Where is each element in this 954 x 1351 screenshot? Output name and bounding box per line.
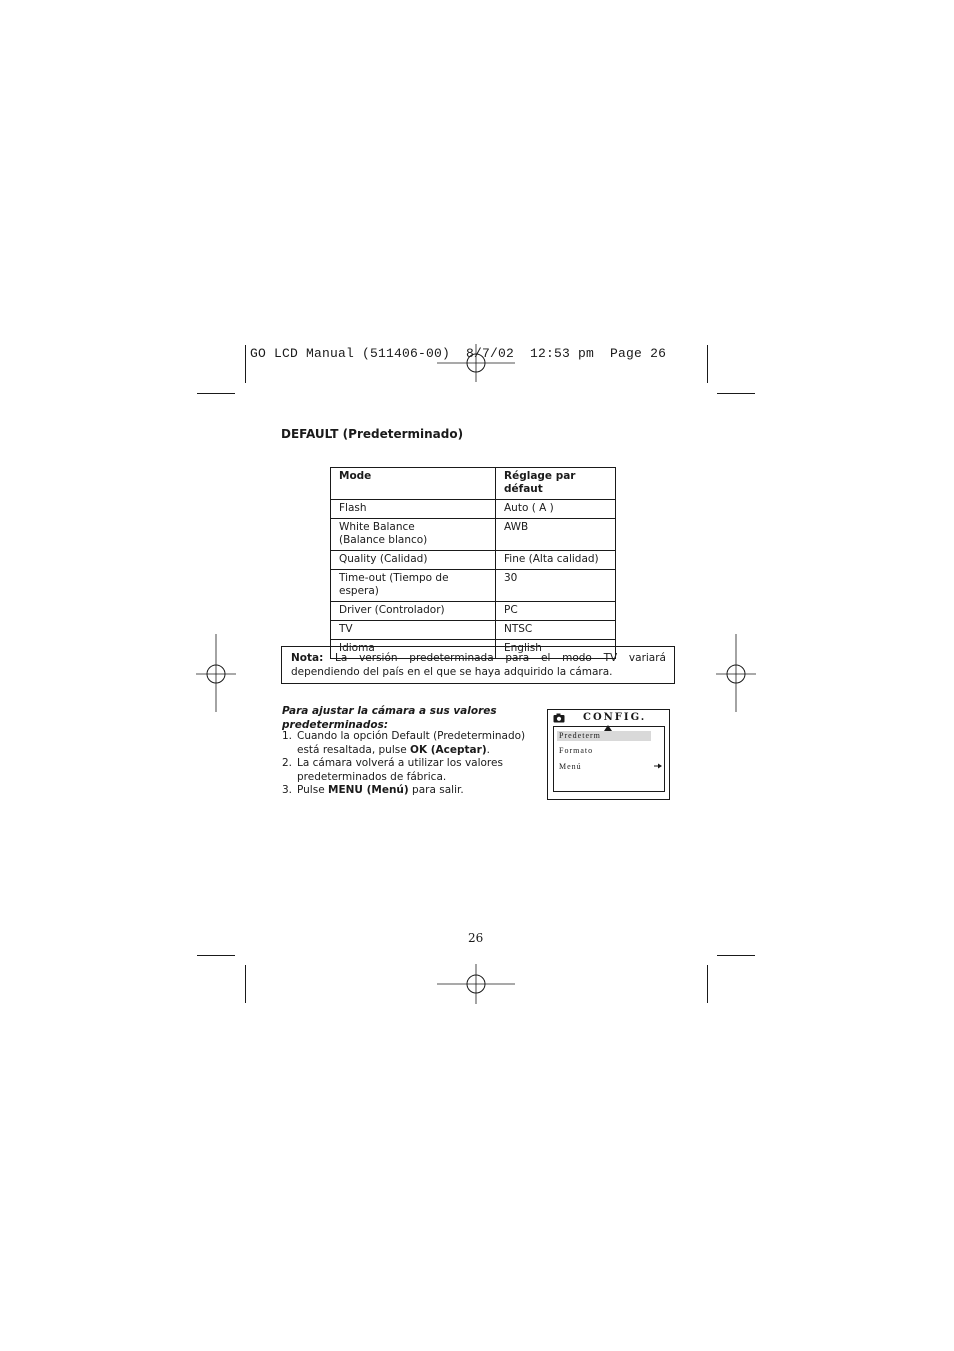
note-label: Nota:: [291, 652, 324, 664]
right-arrow-icon: [654, 763, 662, 769]
page-number: 26: [468, 931, 484, 945]
mode-line: White Balance: [339, 521, 415, 533]
crop-mark: [707, 345, 708, 383]
step-number: 3.: [282, 784, 293, 796]
crop-mark: [245, 345, 246, 383]
crop-mark: [717, 393, 755, 394]
note-text: La versión predeterminada para el modo TV variará dependiendo del país en el que se haya adquirido la cámara.: [291, 652, 666, 678]
step-text: La cámara volverá a utilizar los valores predeterminados de fábrica.: [297, 757, 503, 783]
mode-line: (Balance blanco): [339, 534, 428, 546]
table-row: [331, 621, 616, 640]
table-header-row: [331, 468, 616, 500]
steps-list: [282, 730, 532, 798]
value-cell: 30: [496, 570, 616, 602]
steps-heading: Para ajustar la cámara a sus valores predeterminados:: [282, 705, 497, 731]
step-text-end: .: [486, 743, 490, 756]
registration-mark-bottom: [437, 964, 517, 1004]
step-number: 2.: [282, 757, 293, 769]
mode-cell: Driver (Controlador): [331, 602, 496, 621]
value-cell: Auto ( A ): [496, 500, 616, 519]
step-key: MENU (Menú): [328, 784, 409, 796]
crop-mark: [245, 965, 246, 1003]
registration-mark-left: [196, 634, 236, 714]
defaults-table: [330, 467, 616, 659]
crop-mark: [717, 955, 755, 956]
lcd-title: CONFIG.: [583, 712, 647, 723]
mode-cell: Time-out (Tiempo de espera): [331, 570, 496, 602]
list-item: [282, 784, 532, 798]
lcd-menu-item-predeterm: Predeterm: [559, 731, 601, 740]
section-title: DEFAULT (Predeterminado): [281, 427, 464, 441]
list-item: [282, 757, 532, 784]
value-cell: English: [496, 640, 616, 659]
column-header: Mode: [331, 468, 496, 500]
step-text: Cuando la opción Default (Predeterminado) está resaltada, pulse: [297, 730, 526, 756]
value-cell: NTSC: [496, 621, 616, 640]
value-cell: AWB: [496, 519, 616, 551]
crop-mark: [197, 955, 235, 956]
print-slug: GO LCD Manual (511406-00) 8/7/02 12:53 pm Page 26: [250, 346, 667, 361]
mode-cell: Flash: [331, 500, 496, 519]
column-header: Réglage par défaut: [496, 468, 616, 500]
mode-cell: TV: [331, 621, 496, 640]
table-row: [331, 551, 616, 570]
step-number: 1.: [282, 730, 293, 742]
camera-icon: [553, 713, 565, 723]
value-cell: Fine (Alta calidad): [496, 551, 616, 570]
mode-cell: Idioma: [331, 640, 496, 659]
step-text-end: para salir.: [408, 784, 464, 796]
table-row: [331, 570, 616, 602]
step-text: Pulse: [297, 784, 328, 796]
mode-cell: Quality (Calidad): [331, 551, 496, 570]
lcd-menu-item-formato: Formato: [559, 746, 594, 755]
table-row: [331, 602, 616, 621]
list-item: [282, 730, 532, 757]
crop-mark: [197, 393, 235, 394]
table-row: [331, 500, 616, 519]
registration-mark-right: [716, 634, 756, 714]
table-row: [331, 519, 616, 551]
value-cell: PC: [496, 602, 616, 621]
lcd-menu-item-menu: Menú: [559, 762, 582, 771]
step-key: OK (Aceptar): [410, 743, 487, 756]
mode-cell: [331, 519, 496, 551]
note-box: [281, 646, 675, 684]
crop-mark: [707, 965, 708, 1003]
